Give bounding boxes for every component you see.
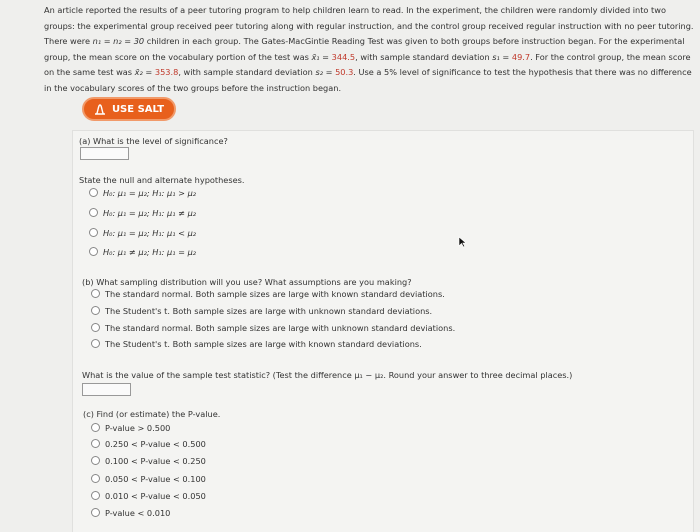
- radio-button[interactable]: [91, 491, 100, 500]
- radio-button[interactable]: [91, 289, 100, 298]
- hypothesis-option[interactable]: H₀: μ₁ ≠ μ₂; H₁: μ₁ = μ₂: [89, 247, 196, 257]
- mouse-cursor-icon: [458, 236, 467, 248]
- part-b-question: (b) What sampling distribution will you use? What assumptions are you making?: [82, 277, 412, 287]
- test-statistic-input[interactable]: [82, 383, 131, 396]
- p-value-option[interactable]: 0.050 < P-value < 0.100: [91, 474, 206, 484]
- radio-button[interactable]: [91, 439, 100, 448]
- radio-button[interactable]: [89, 188, 98, 197]
- radio-button[interactable]: [89, 228, 98, 237]
- radio-button[interactable]: [91, 474, 100, 483]
- radio-button[interactable]: [91, 456, 100, 465]
- p-value-option[interactable]: 0.100 < P-value < 0.250: [91, 456, 206, 466]
- radio-button[interactable]: [91, 306, 100, 315]
- salt-chart-icon: [94, 104, 106, 115]
- p-value-option[interactable]: 0.010 < P-value < 0.050: [91, 491, 206, 501]
- p-value-option[interactable]: P-value < 0.010: [91, 508, 170, 518]
- part-c-question: (c) Find (or estimate) the P-value.: [83, 409, 221, 419]
- radio-button[interactable]: [91, 339, 100, 348]
- p-value-option[interactable]: P-value > 0.500: [91, 423, 170, 433]
- hypothesis-option[interactable]: H₀: μ₁ = μ₂; H₁: μ₁ < μ₂: [89, 228, 196, 238]
- test-statistic-question: What is the value of the sample test statistic? (Test the difference μ₁ − μ₂. Round your answer to three decimal places.): [82, 370, 573, 380]
- significance-input[interactable]: [80, 147, 129, 160]
- part-a-question: (a) What is the level of significance?: [79, 136, 228, 146]
- hypotheses-prompt: State the null and alternate hypotheses.: [79, 175, 245, 185]
- radio-button[interactable]: [89, 208, 98, 217]
- hypothesis-option[interactable]: H₀: μ₁ = μ₂; H₁: μ₁ > μ₂: [89, 188, 196, 198]
- distribution-option[interactable]: The Student's t. Both sample sizes are large with unknown standard deviations.: [91, 306, 432, 316]
- distribution-option[interactable]: The Student's t. Both sample sizes are large with known standard deviations.: [91, 339, 422, 349]
- use-salt-button[interactable]: USE SALT: [82, 97, 176, 121]
- p-value-option[interactable]: 0.250 < P-value < 0.500: [91, 439, 206, 449]
- distribution-option[interactable]: The standard normal. Both sample sizes are large with unknown standard deviations.: [91, 323, 455, 333]
- radio-button[interactable]: [91, 323, 100, 332]
- radio-button[interactable]: [89, 247, 98, 256]
- radio-button[interactable]: [91, 423, 100, 432]
- problem-statement: An article reported the results of a peer tutoring program to help children learn to read. In the experiment, the children were randomly divided into two groups: the experimental group received peer tutoring along with regular instruction, and the control group received regular instruction with no peer tutoring. There were n₁ = n₂ = 30 children in each group. The Gates-MacGintie Reading Test was given to both groups before instruction began. For the experimental group, the mean score on the vocabulary portion of the test was x̄₁ = 344.5, with sample standard deviation s₁ = 49.7. For the control group, the mean score on the same test was x̄₂ = 353.8, with sample standard deviation s₂ = 50.3. Use a 5% level of significance to test the hypothesis that there was no difference in the vocabulary scores of the two groups before the instruction began.: [44, 5, 694, 93]
- radio-button[interactable]: [91, 508, 100, 517]
- hypothesis-option[interactable]: H₀: μ₁ = μ₂; H₁: μ₁ ≠ μ₂: [89, 208, 196, 218]
- distribution-option[interactable]: The standard normal. Both sample sizes are large with known standard deviations.: [91, 289, 445, 299]
